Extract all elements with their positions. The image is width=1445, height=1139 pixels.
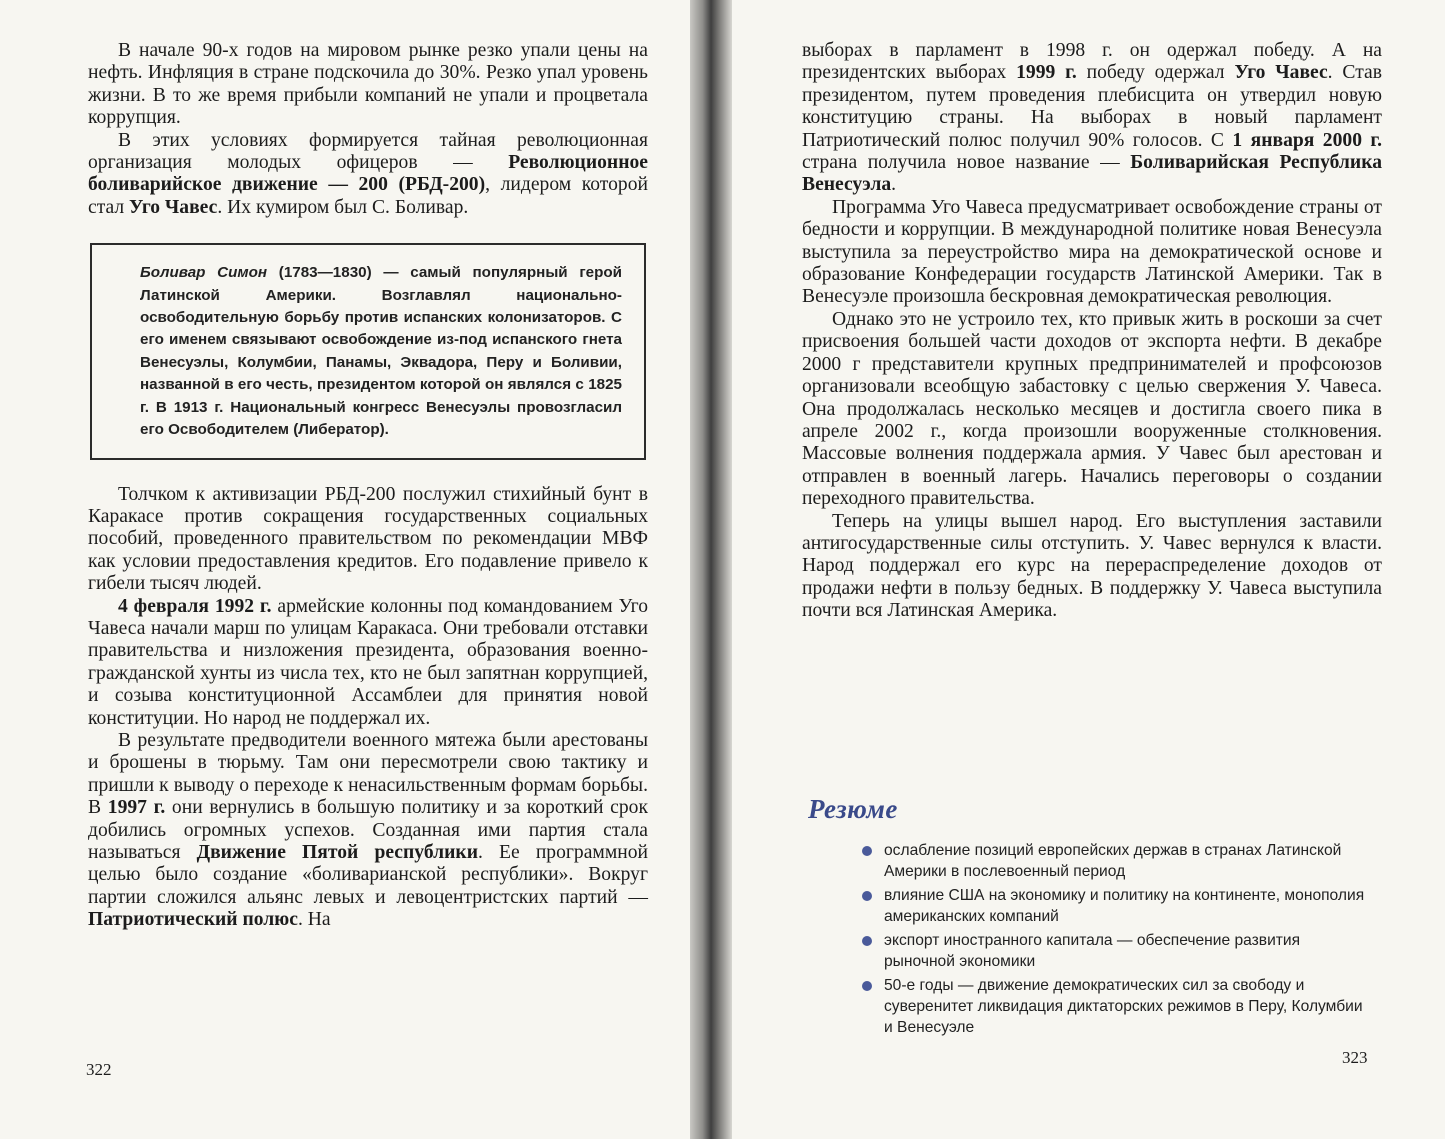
resume-item-text: ослабление позиций европейских держав в странах Латинской Америки в послевоенный период [884, 842, 1342, 880]
paragraph: Программа Уго Чавеса предусматривает освобождение страны от бедности и коррупции. В международной политике новая Венесуэла выступила за переустройство мира на демократической основе и образование Конфедерации государств Латинской Америки. Так в Венесуэле произошла бескровная демократическая революция. [802, 196, 1382, 308]
resume-item [862, 840, 1368, 882]
resume-item [862, 885, 1368, 927]
page-number-left: 322 [86, 1060, 112, 1079]
left-page [0, 0, 700, 1139]
resume-list [862, 840, 1368, 1041]
resume-item [862, 930, 1368, 972]
book-gutter [690, 0, 732, 1139]
resume-heading: Резюме [808, 794, 898, 824]
resume-item-text: влияние США на экономику и политику на континенте, монополия американских компаний [884, 887, 1365, 925]
paragraph: В результате предводители военного мятежа были арестованы и брошены в тюрьму. Там они пересмотрели свою тактику и пришли к выводу о переходе к ненасильственным формам борьбы. В 1997 г. они вернулись в большую политику и за короткий срок добились огромных успехов. Созданная ими партия стала называться Движение Пятой республики. Ее программной целью было создание «боливарианской республики». Вокруг партии сложился альянс левых и левоцентристских партий — Патриотический полюс. На [88, 729, 648, 931]
right-text-column [802, 40, 1382, 623]
paragraph: Толчком к активизации РБД-200 послужил стихийный бунт в Каракасе против сокращения государственных социальных пособий, проведенного правительством по рекомендации МВФ как условии предоставления кредитов. Его подавление привело к гибели тысяч людей. [88, 483, 648, 595]
resume-item-text: экспорт иностранного капитала — обеспечение развития рыночной экономики [884, 932, 1301, 970]
bullet-icon [862, 981, 872, 991]
paragraph: В начале 90-х годов на мировом рынке резко упали цены на нефть. Инфляция в стране подскочила до 30%. Резко упал уровень жизни. В то же время прибыли компаний не упали и процветала коррупция. [88, 40, 648, 129]
resume-item-text: 50-е годы — движение демократических сил за свободу и суверенитет ликвидация диктаторских режимов в Перу, Колумбии и Венесуэле [884, 977, 1363, 1036]
left-text-column [88, 40, 648, 932]
page-number-right: 323 [1342, 1048, 1368, 1067]
paragraph: Однако это не устроило тех, кто привык жить в роскоши за счет присвоения большей части доходов от экспорта нефти. В декабре 2000 г представители крупных предпринимателей и профсоюзов организовали всеобщую забастовку с целью свержения У. Чавеса. Она продолжалась несколько месяцев и достигла своего пика в апреле 2002 г., когда произошли вооруженные столкновения. Массовые волнения поддержала армия. У Чавес был арестован и отправлен в военный лагерь. Начались переговоры о создании переходного правительства. [802, 308, 1382, 510]
resume-item [862, 975, 1368, 1038]
bullet-icon [862, 891, 872, 901]
paragraph: 4 февраля 1992 г. армейские колонны под командованием Уго Чавеса начали марш по улицам Каракаса. Они требовали отставки правительства и низложения президента, образования военно-гражданской хунты из числа тех, кто не был запятнан коррупцией, и созыва конституционной Ассамблеи для принятия новой конституции. Но народ не поддержал их. [88, 595, 649, 729]
bullet-icon [862, 936, 872, 946]
paragraph: Теперь на улицы вышел народ. Его выступления заставили антигосударственные силы отступить. У. Чавес вернулся к власти. Народ поддержал его курс на перераспределение доходов от продажи нефти в пользу бедных. В поддержку У. Чавеса выступила почти вся Латинская Америка. [802, 510, 1382, 622]
right-page [722, 0, 1445, 1139]
bolivar-bio-box: Боливар Симон (1783—1830) — самый популярный герой Латинской Америки. Возглавлял национально-освободительную борьбу против испанских колонизаторов. С его именем связывают освобождение из-под испанского гнета Венесуэлы, Колумбии, Панамы, Эквадора, Перу и Боливии, названной в его честь, президентом которой он являлся с 1825 г. В 1913 г. Национальный конгресс Венесуэлы провозгласил его Освободителем (Либератор). [90, 243, 646, 459]
paragraph: В этих условиях формируется тайная революционная организация молодых офицеров — Революционное боливарийское движение — 200 (РБД-200), лидером которой стал Уго Чавес. Их кумиром был С. Боливар. [88, 129, 648, 218]
bullet-icon [862, 846, 872, 856]
paragraph: выборах в парламент в 1998 г. он одержал победу. А на президентских выборах 1999 г. победу одержал Уго Чавес. Став президентом, путем проведения плебисцита он утвердил новую конституцию страны. На выборах в новый парламент Патриотический полюс получил 90% голосов. С 1 января 2000 г. страна получила новое название — Боливарийская Республика Венесуэла. [802, 40, 1383, 196]
